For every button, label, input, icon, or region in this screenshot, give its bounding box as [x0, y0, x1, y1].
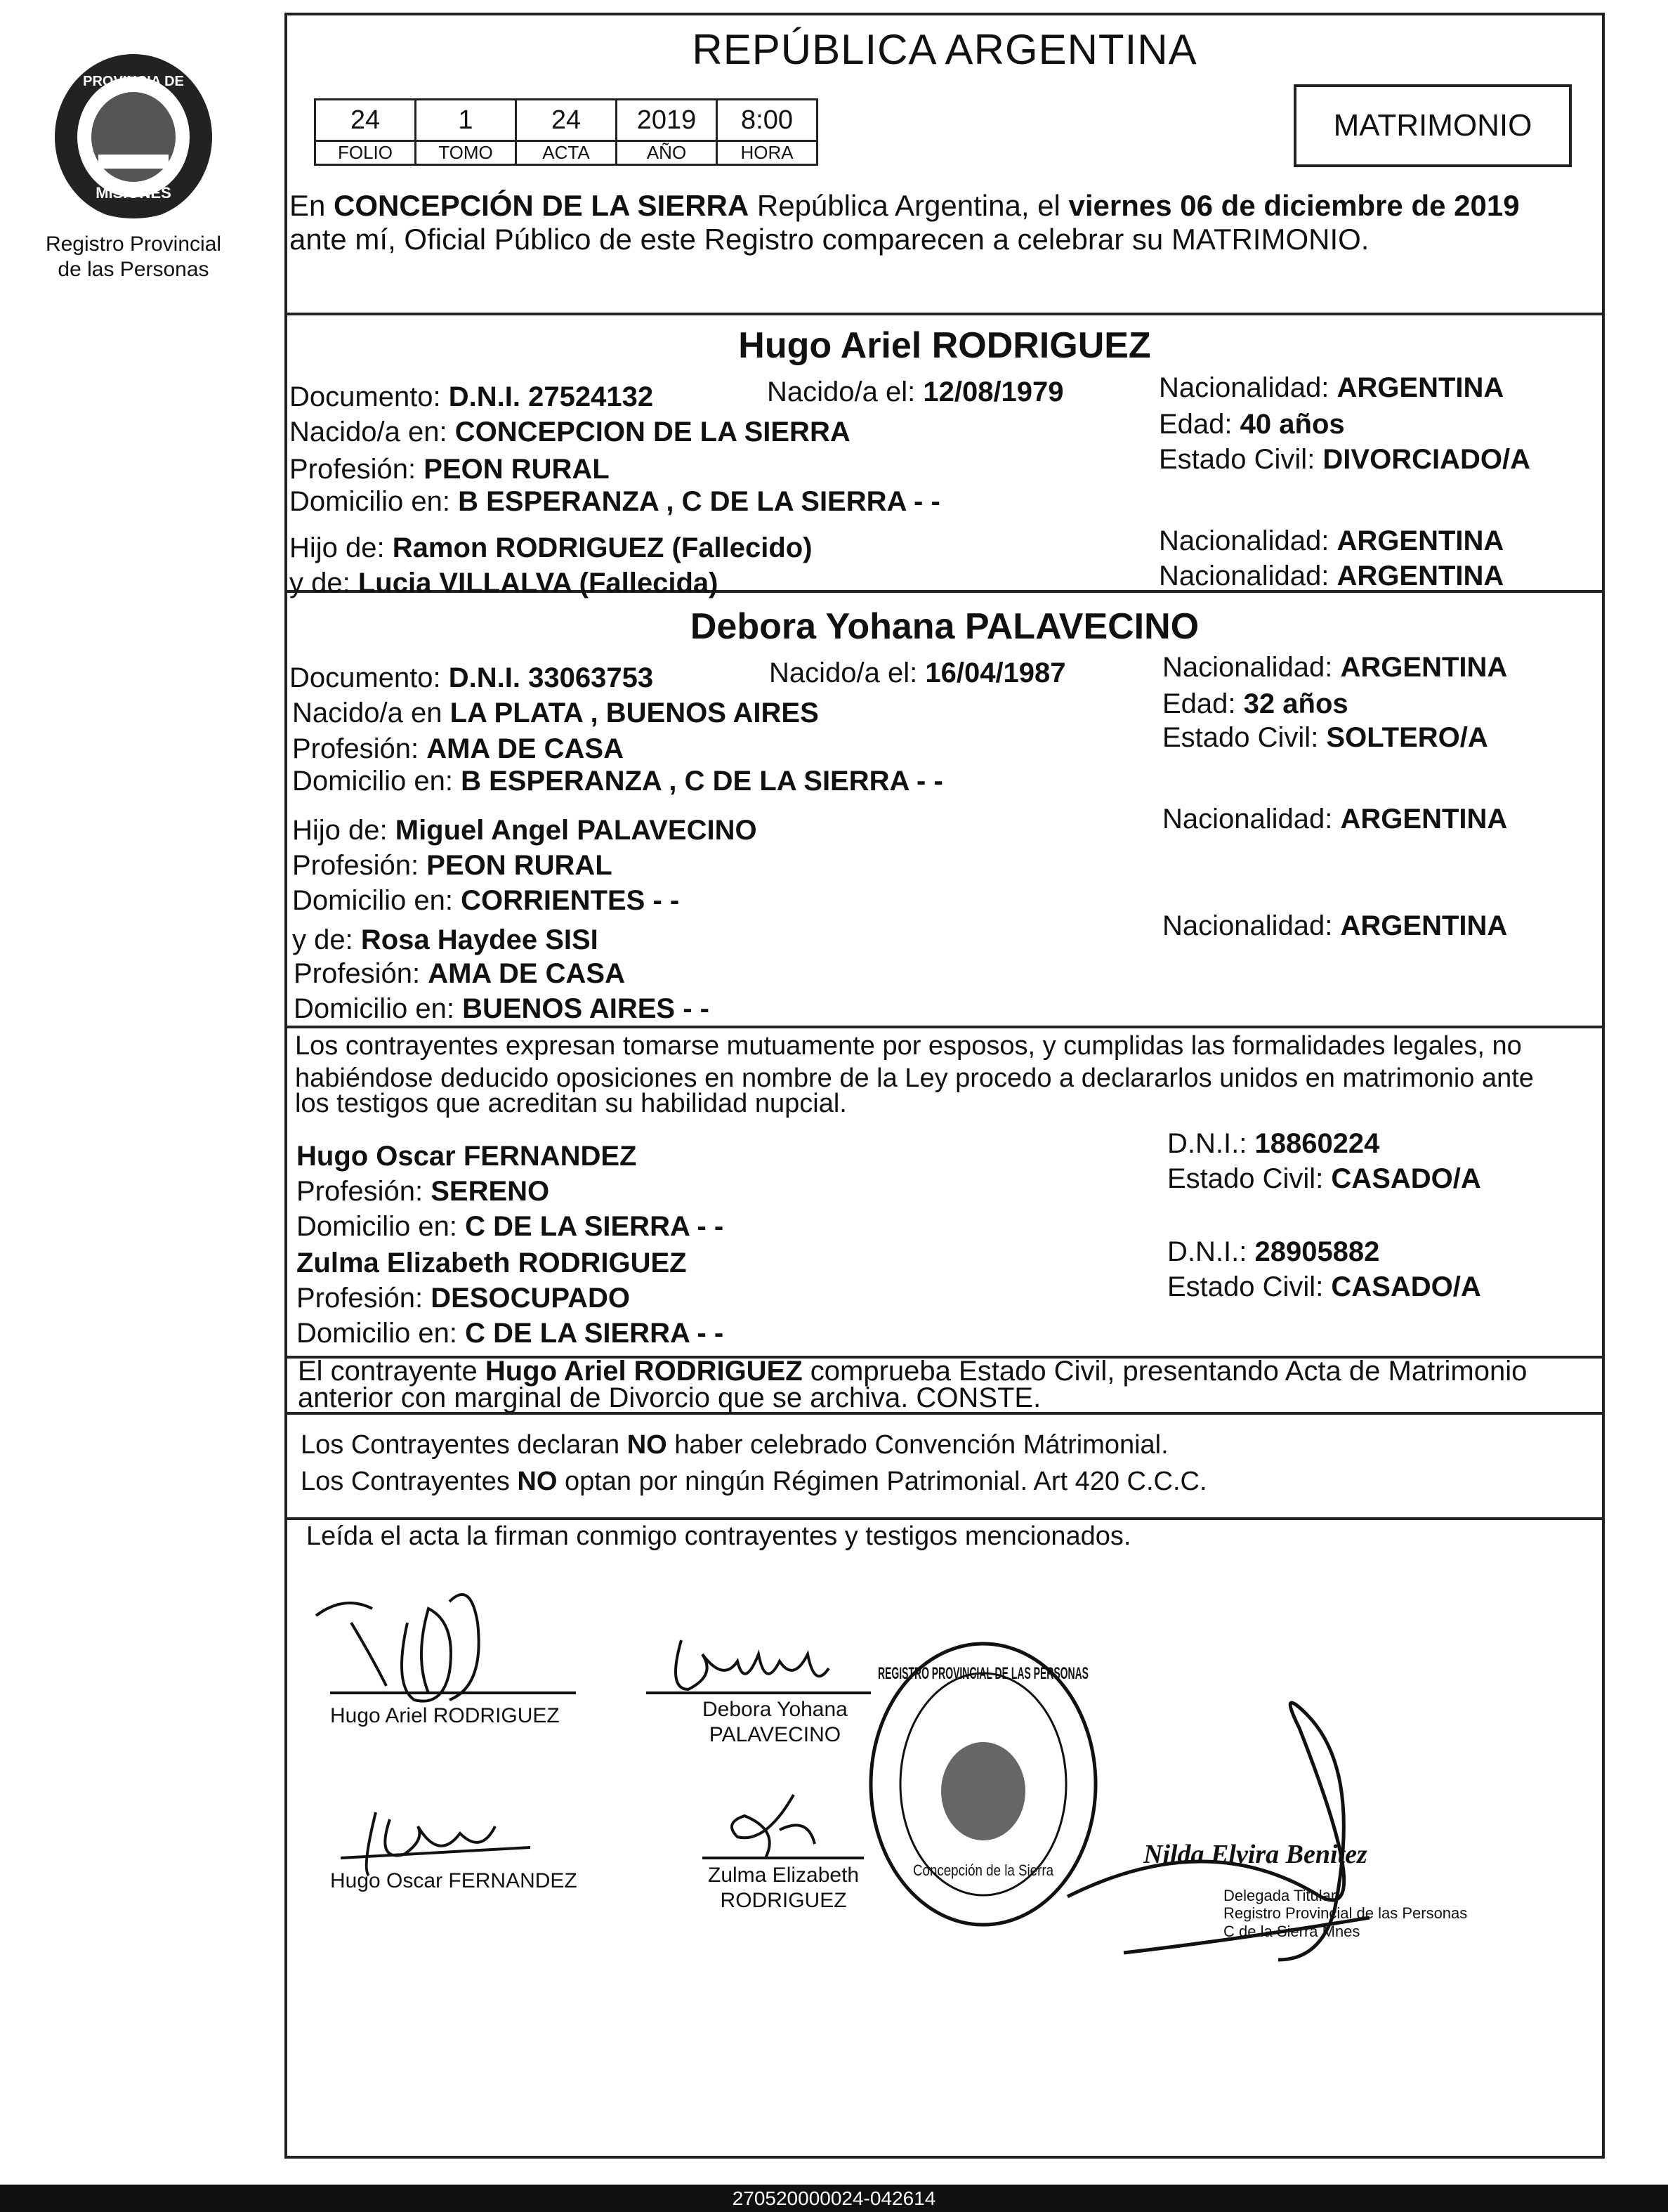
- bride-father-profession: Profesión: PEON RURAL: [292, 850, 612, 881]
- act-type-box: MATRIMONIO: [1294, 84, 1572, 167]
- bride-name-heading: Debora Yohana PALAVECINO: [690, 606, 1200, 647]
- intro-date: viernes 06 de diciembre de 2019: [1068, 189, 1520, 222]
- seal-bottom-text: MISIONES: [96, 184, 171, 202]
- bride-nationality: Nacionalidad: ARGENTINA: [1162, 652, 1508, 683]
- groom-father: Hijo de: Ramon RODRIGUEZ (Fallecido): [289, 532, 813, 563]
- divider-6: [284, 1517, 1605, 1520]
- groom-address: Domicilio en: B ESPERANZA , C DE LA SIERRA - -: [289, 486, 940, 517]
- stamp-seal-icon: [864, 1637, 1103, 1932]
- groom-name-heading: Hugo Ariel RODRIGUEZ: [738, 325, 1151, 366]
- witness2-civil-status: Estado Civil: CASADO/A: [1167, 1271, 1481, 1302]
- ano-label: AÑO: [617, 141, 717, 165]
- witness2-dni: D.N.I.: 28905882: [1167, 1236, 1380, 1267]
- groom-civil-status: Estado Civil: DIVORCIADO/A: [1159, 444, 1530, 475]
- witness1-name: Hugo Oscar FERNANDEZ: [296, 1141, 637, 1172]
- groom-birthplace: Nacido/a en: CONCEPCION DE LA SIERRA: [289, 417, 851, 447]
- bride-signature-icon: [639, 1633, 892, 1703]
- witness1-profession: Profesión: SERENO: [296, 1176, 550, 1207]
- bride-profession: Profesión: AMA DE CASA: [292, 733, 624, 764]
- record-table: [314, 98, 818, 166]
- convention-line1: Los Contrayentes declaran NO haber celebrado Convención Mátrimonial.: [301, 1430, 1169, 1460]
- closing-statement: Leída el acta la firman conmigo contrayentes y testigos mencionados.: [306, 1521, 1131, 1551]
- witness1-signature-label: Hugo Oscar FERNANDEZ: [330, 1869, 577, 1892]
- bride-father: Hijo de: Miguel Angel PALAVECINO: [292, 815, 757, 846]
- divider-1: [284, 313, 1605, 315]
- official-stamp: [864, 1637, 1103, 1932]
- groom-nationality: Nacionalidad: ARGENTINA: [1159, 372, 1504, 403]
- bride-mother-address: Domicilio en: BUENOS AIRES - -: [294, 993, 709, 1024]
- witness1-civil-status: Estado Civil: CASADO/A: [1167, 1163, 1481, 1194]
- convention-line2: Los Contrayentes NO optan por ningún Régimen Patrimonial. Art 420 C.C.C.: [301, 1467, 1207, 1496]
- folio-label: FOLIO: [315, 141, 416, 165]
- seal-top-text: PROVINCIA DE: [83, 74, 184, 89]
- tomo-label: TOMO: [416, 141, 516, 165]
- divider-3: [284, 1026, 1605, 1028]
- groom-age: Edad: 40 años: [1159, 409, 1345, 440]
- groom-mother: y de: Lucia VILLALVA (Fallecida): [289, 568, 718, 598]
- witness2-signature-label: Zulma Elizabeth RODRIGUEZ: [708, 1864, 860, 1912]
- declaration-line2: habiéndose deducido oposiciones en nombre de la Ley procedo a declararlos unidos en matrimonio ante: [295, 1064, 1534, 1093]
- bride-father-address: Domicilio en: CORRIENTES - -: [292, 885, 680, 916]
- groom-signature-icon: [309, 1566, 604, 1714]
- witness1-address: Domicilio en: C DE LA SIERRA - -: [296, 1211, 724, 1242]
- witness2-address: Domicilio en: C DE LA SIERRA - -: [296, 1318, 724, 1349]
- stamp-ring-text: REGISTRO PROVINCIAL DE LAS PERSONAS: [878, 1664, 1089, 1683]
- acta-value: 24: [516, 100, 617, 141]
- bride-address: Domicilio en: B ESPERANZA , C DE LA SIERRA - -: [292, 766, 943, 797]
- witness1-dni: D.N.I.: 18860224: [1167, 1128, 1380, 1159]
- groom-born: Nacido/a el: 12/08/1979: [767, 377, 1064, 407]
- province-seal: [49, 49, 218, 225]
- witness2-profession: Profesión: DESOCUPADO: [296, 1283, 630, 1314]
- witness2-signature-icon: [695, 1788, 878, 1872]
- groom-doc: Documento: D.N.I. 27524132: [289, 381, 654, 412]
- bride-mother: y de: Rosa Haydee SISI: [292, 924, 598, 955]
- footer-code: 270520000024-042614: [0, 2185, 1668, 2212]
- intro-line1: En CONCEPCIÓN DE LA SIERRA República Argentina, el viernes 06 de diciembre de 2019: [289, 189, 1520, 222]
- hora-value: 8:00: [717, 100, 817, 141]
- org-name: [28, 232, 239, 282]
- org-line1: Registro Provincial: [45, 233, 222, 256]
- intro-place: CONCEPCIÓN DE LA SIERRA: [334, 189, 749, 222]
- org-line2: de las Personas: [58, 258, 209, 281]
- acta-label: ACTA: [516, 141, 617, 165]
- bride-father-nationality: Nacionalidad: ARGENTINA: [1162, 804, 1508, 835]
- bride-doc: Documento: D.N.I. 33063753: [289, 662, 654, 693]
- bride-born: Nacido/a el: 16/04/1987: [769, 657, 1066, 688]
- civil-note-line1: El contrayente Hugo Ariel RODRIGUEZ comprueba Estado Civil, presentando Acta de Matrimonio: [298, 1356, 1528, 1387]
- civil-note-line2: anterior con marginal de Divorcio que se archiva. CONSTE.: [298, 1382, 1042, 1413]
- bride-mother-nationality: Nacionalidad: ARGENTINA: [1162, 910, 1508, 941]
- bride-age: Edad: 32 años: [1162, 688, 1348, 719]
- hora-label: HORA: [717, 141, 817, 165]
- tomo-value: 1: [416, 100, 516, 141]
- bride-birthplace: Nacido/a en LA PLATA , BUENOS AIRES: [292, 698, 819, 728]
- declaration-line3: los testigos que acreditan su habilidad nupcial.: [295, 1089, 847, 1118]
- groom-signature-label: Hugo Ariel RODRIGUEZ: [330, 1704, 560, 1727]
- groom-profession: Profesión: PEON RURAL: [289, 454, 610, 485]
- bride-signature-label: Debora Yohana PALAVECINO: [702, 1698, 848, 1746]
- declaration-line1: Los contrayentes expresan tomarse mutuamente por esposos, y cumplidas las formalidades legales, no: [295, 1031, 1522, 1061]
- official-title: Delegada Titular Registro Provincial de las Personas C de la Sierra Mnes: [1223, 1887, 1468, 1940]
- folio-value: 24: [315, 100, 416, 141]
- groom-mother-nationality: Nacionalidad: ARGENTINA: [1159, 561, 1504, 591]
- official-signature-text: Nilda Elvira Benitez: [1143, 1840, 1367, 1869]
- intro-line2: ante mí, Oficial Público de este Registro comparecen a celebrar su MATRIMONIO.: [289, 223, 1370, 256]
- stamp-inner-text: Concepción de la Sierra: [913, 1861, 1054, 1879]
- witness2-name: Zulma Elizabeth RODRIGUEZ: [296, 1248, 687, 1278]
- ano-value: 2019: [617, 100, 717, 141]
- bride-civil-status: Estado Civil: SOLTERO/A: [1162, 722, 1488, 753]
- document-title: REPÚBLICA ARGENTINA: [692, 26, 1197, 73]
- seal-emblem-icon: [49, 49, 218, 225]
- groom-father-nationality: Nacionalidad: ARGENTINA: [1159, 525, 1504, 556]
- bride-mother-profession: Profesión: AMA DE CASA: [294, 958, 625, 989]
